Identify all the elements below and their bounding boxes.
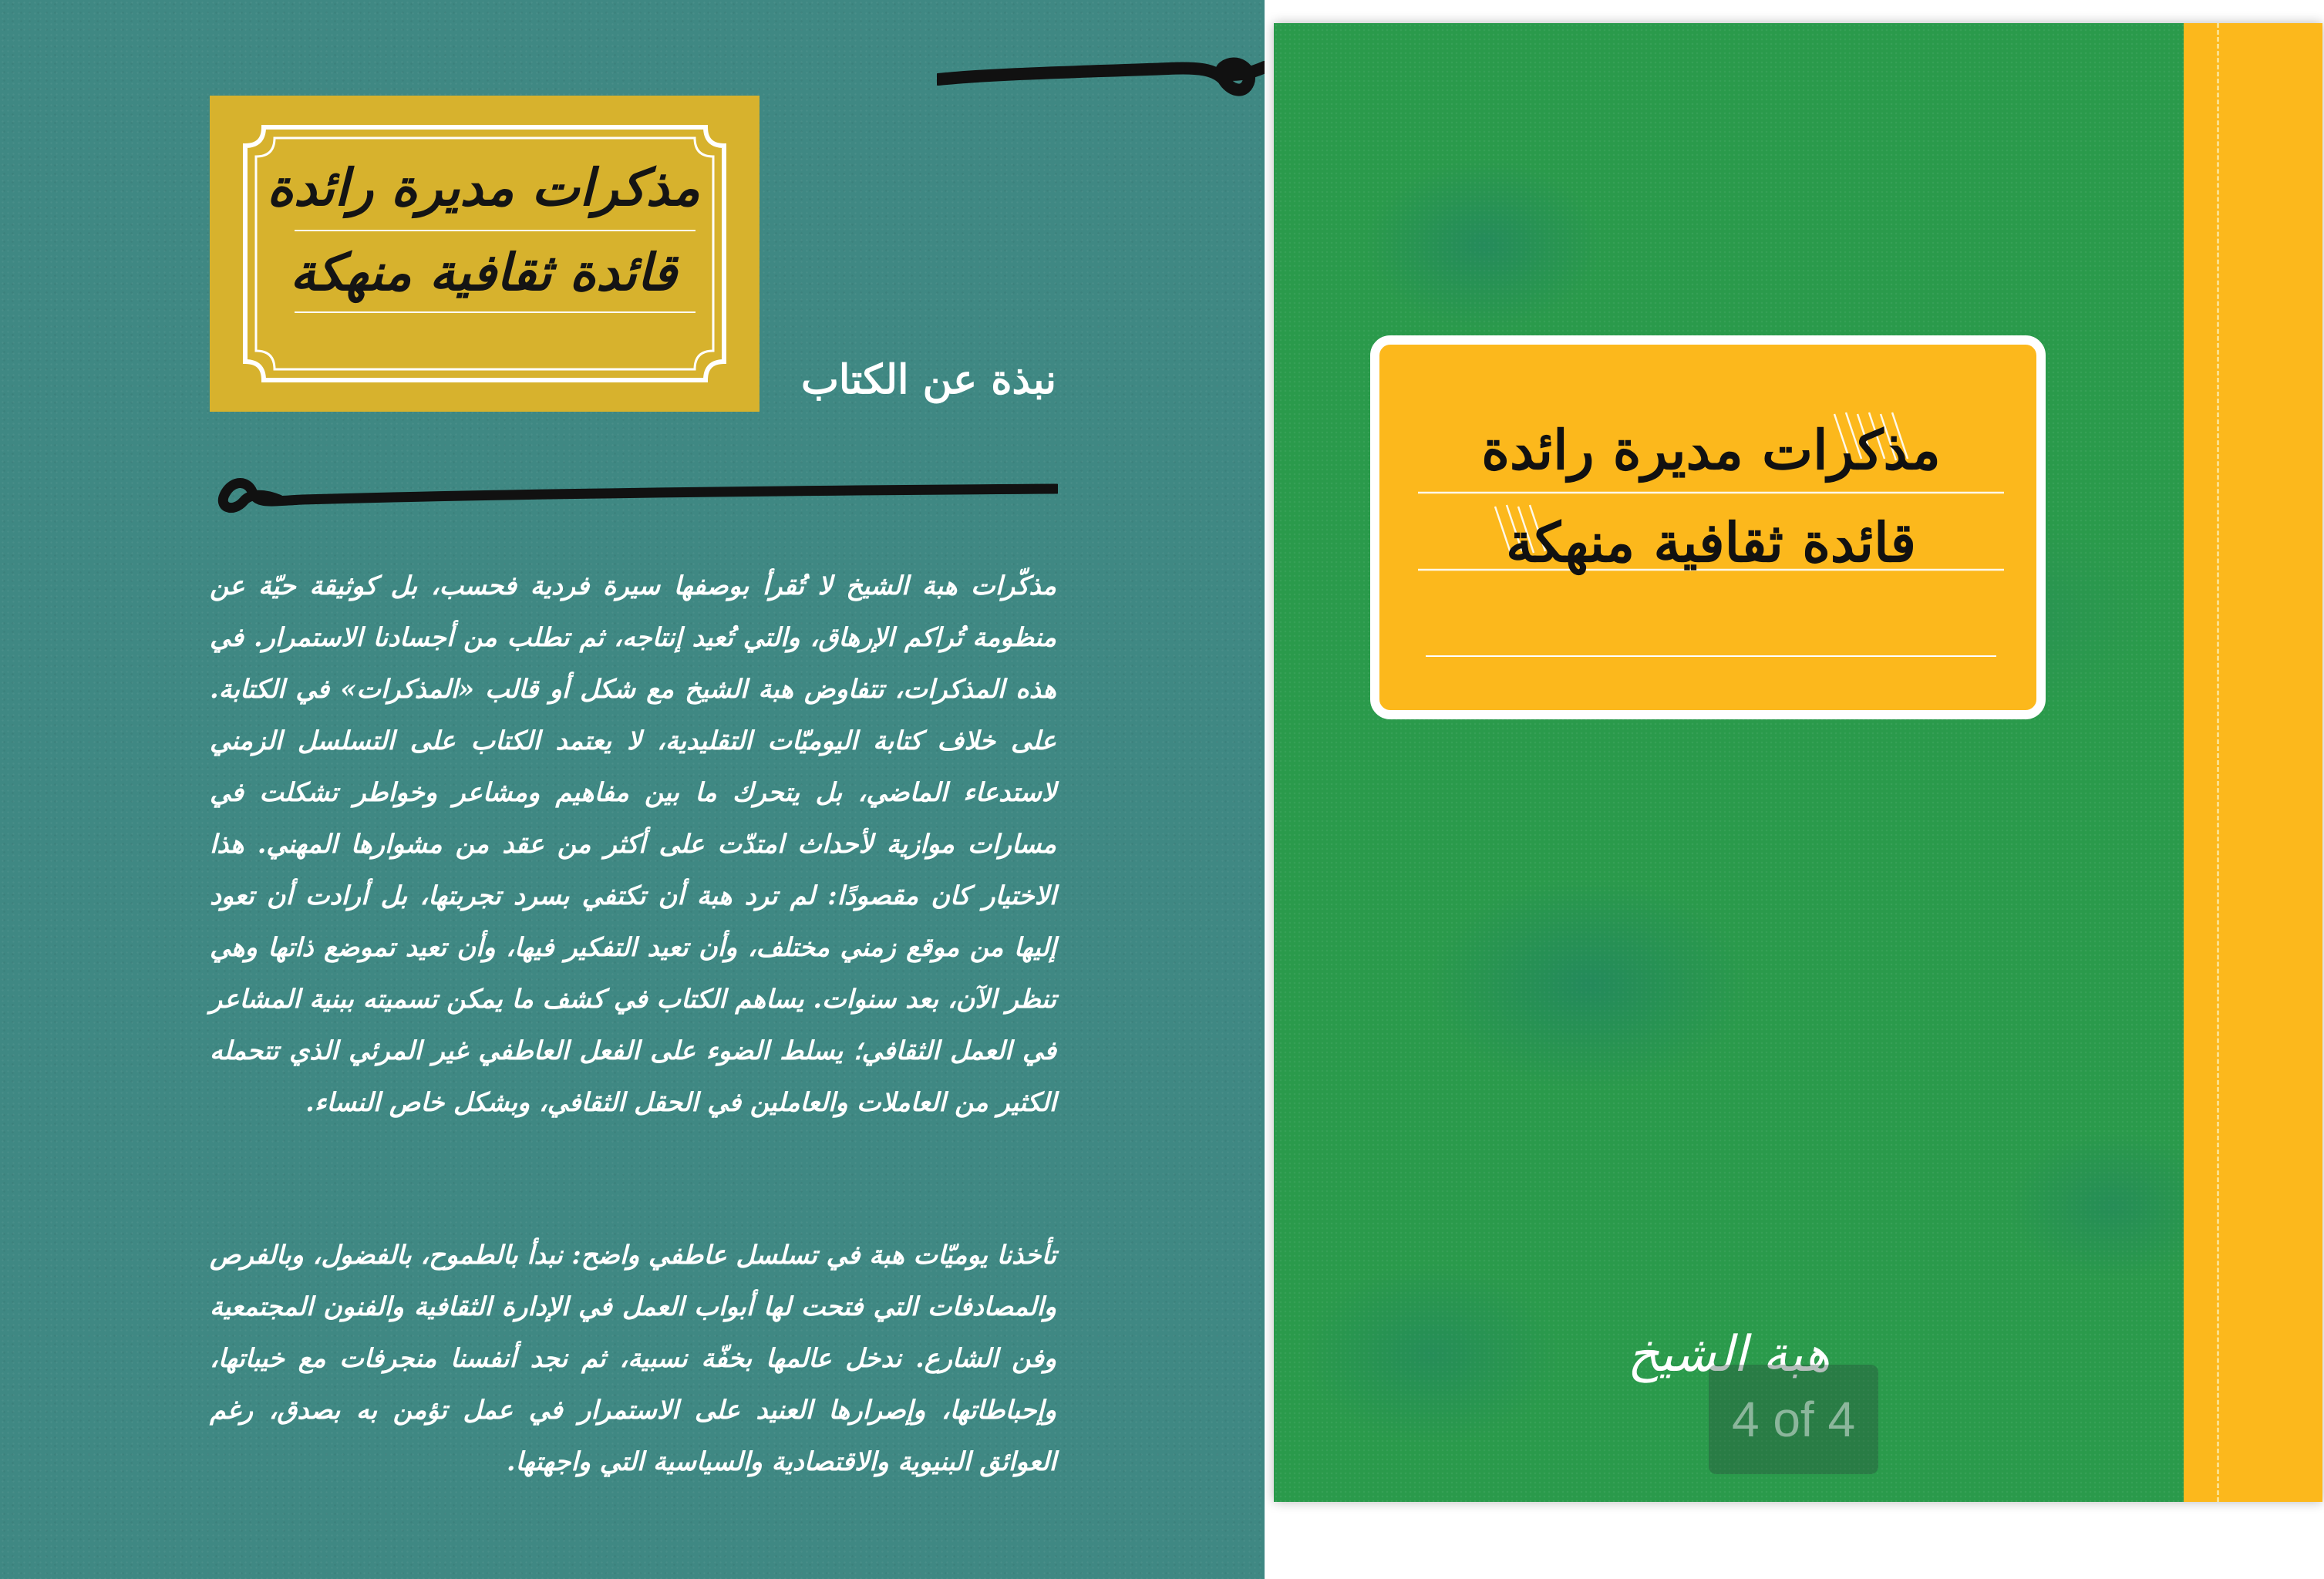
title-line-1: مذكرات مديرة رائدة <box>267 157 700 217</box>
label-underline <box>1426 655 1996 657</box>
top-scribble-decoration <box>937 35 1265 112</box>
page-indicator: 4 of 4 <box>1709 1365 1878 1474</box>
cover-title-line-2: قائدة ثقافية منهكة <box>1506 510 1916 574</box>
about-paragraph-2: تأخذنا يوميّات هبة في تسلسل عاطفي واضح: نبدأ بالطموح، بالفضول، وبالفرص والمصادفات التي فتحت لها أبواب العمل في الإدارة الثقافية والفنون المجتمعية وفن الشارع. ندخل عالمها بخفّة نسبية، ثم نجد أنفسنا منجرفات مع خيباتها، وإحباطاتها، وإصرارها العنيد على الاستمرار في عمل تؤمن به بصدق، رغم العوائق البنيوية والاقتصادية والسياسية التي واجهتها. <box>210 1240 1056 1476</box>
right-page <box>1265 0 2324 1579</box>
cover-title-line-1: مذكرات مديرة رائدة <box>1481 418 1941 482</box>
about-book-heading: نبذة عن الكتاب <box>800 356 1056 403</box>
book-title-panel <box>210 96 760 412</box>
cover-title-label <box>1370 335 2046 719</box>
cover-spine-stripe <box>2184 23 2322 1502</box>
author-name: هبة الشيخ <box>1627 1326 1831 1383</box>
heading-underline-scribble <box>210 463 1058 517</box>
title-line-2: قائدة ثقافية منهكة <box>290 242 677 302</box>
book-cover[interactable] <box>1274 23 2322 1502</box>
spine-dashed-line <box>2217 23 2219 1502</box>
about-paragraph-1: مذكّرات هبة الشيخ لا تُقرأ بوصفها سيرة فردية فحسب، بل كوثيقة حيّة عن منظومة تُراكم الإرهاق، والتي تُعيد إنتاجه، ثم تطلب من أجسادنا الاستمرار. في هذه المذكرات، تتفاوض هبة الشيخ مع شكل أو قالب «المذكرات» في الكتابة. على خلاف كتابة اليوميّات التقليدية، لا يعتمد الكتاب على التسلسل الزمني لاستدعاء الماضي، بل يتحرك ما بين مفاهيم ومشاعر وخواطر تشكلت في مسارات موازية لأحداث امتدّت على أكثر من عقد من مشوارها المهني. هذا الاختيار كان مقصودًا: لم ترد هبة أن تكتفي بسرد تجربتها، بل أرادت أن تعود إليها من موقع زمني مختلف، وأن تعيد التفكير فيها، وأن تعيد تموضع ذاتها وهي تنظر الآن، بعد سنوات. يساهم الكتاب في كشف ما يمكن تسميته ببنية المشاعر في العمل الثقافي؛ يسلط الضوء على الفعل العاطفي غير المرئي الذي تتحمله الكثير من العاملات والعاملين في الحقل الثقافي، وبشكل خاص النساء. <box>210 571 1056 1117</box>
